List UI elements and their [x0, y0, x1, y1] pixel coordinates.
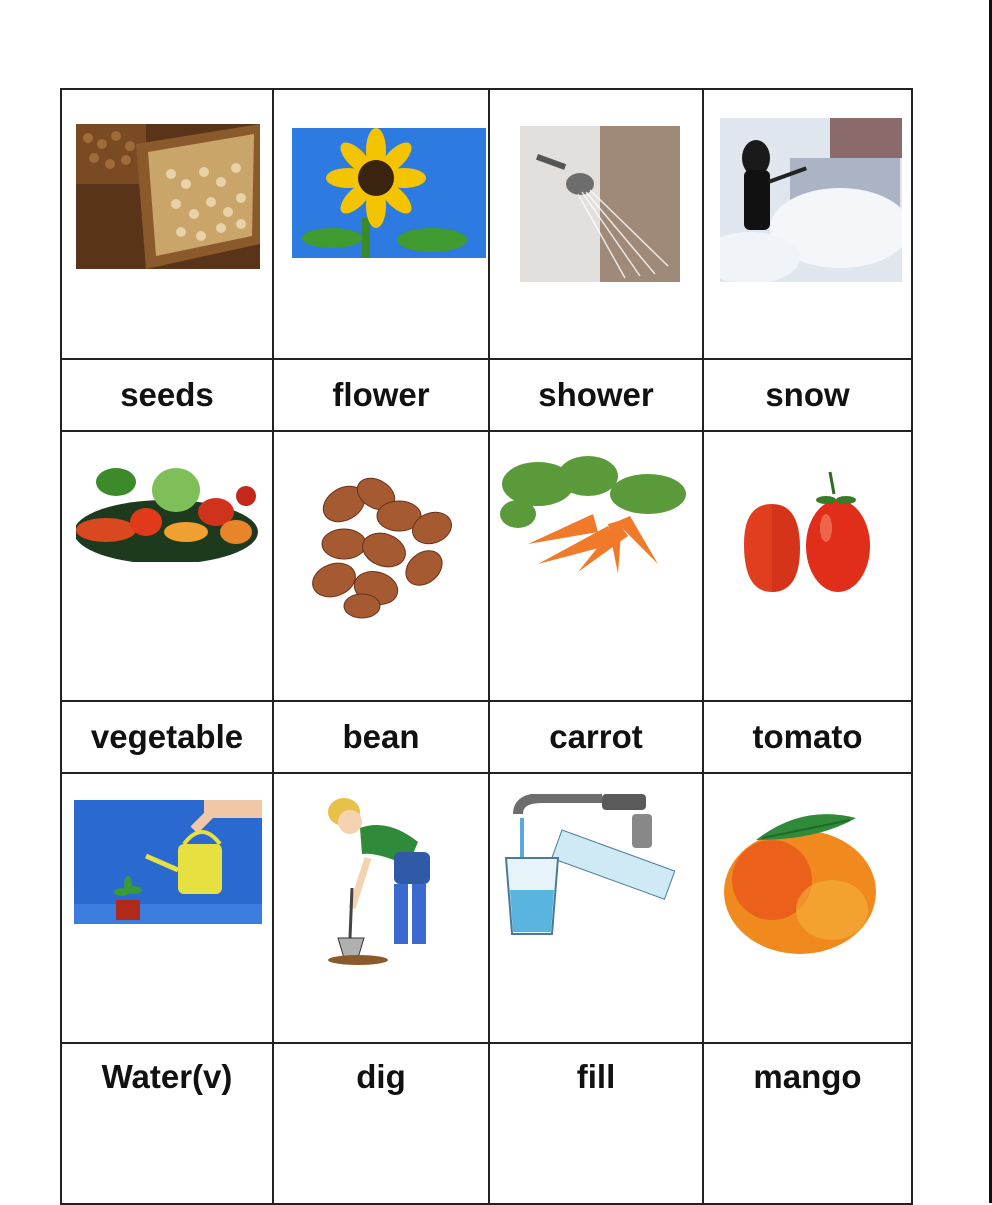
label-row-1 [61, 359, 912, 431]
label-row-3 [61, 1043, 912, 1204]
beans-picture [304, 468, 454, 620]
card-water-picture [61, 773, 273, 1043]
picture-row-3 [61, 773, 912, 1043]
boy-digging-picture [308, 788, 438, 966]
card-shower-picture [489, 89, 703, 359]
card-flower-picture [273, 89, 489, 359]
word-dig: dig [273, 1043, 489, 1204]
snow-picture [720, 118, 902, 282]
word-vegetable: vegetable [61, 701, 273, 773]
card-snow-picture [703, 89, 912, 359]
tomato-picture [734, 464, 874, 602]
word-shower: shower [489, 359, 703, 431]
sunflower-picture [292, 128, 486, 258]
word-carrot: carrot [489, 701, 703, 773]
picture-row-2 [61, 431, 912, 701]
card-dig-picture [273, 773, 489, 1043]
card-carrot-picture [489, 431, 703, 701]
card-mango-picture [703, 773, 912, 1043]
card-fill-picture [489, 773, 703, 1043]
flashcard-sheet [60, 88, 911, 1205]
word-bean: bean [273, 701, 489, 773]
tap-filling-glass-picture [502, 794, 682, 942]
card-bean-picture [273, 431, 489, 701]
picture-row-1 [61, 89, 912, 359]
word-water: Water(v) [61, 1043, 273, 1204]
card-vegetable-picture [61, 431, 273, 701]
watering-can-picture [74, 800, 262, 924]
word-snow: snow [703, 359, 912, 431]
label-row-2 [61, 701, 912, 773]
card-tomato-picture [703, 431, 912, 701]
shower-picture [520, 126, 680, 282]
word-seeds: seeds [61, 359, 273, 431]
vegetables-picture [76, 462, 258, 562]
card-seeds-picture [61, 89, 273, 359]
carrots-picture [498, 454, 690, 580]
word-tomato: tomato [703, 701, 912, 773]
word-fill: fill [489, 1043, 703, 1204]
word-flower: flower [273, 359, 489, 431]
seeds-picture [76, 124, 260, 269]
word-mango: mango [703, 1043, 912, 1204]
mango-picture [722, 800, 882, 956]
vocabulary-table [60, 88, 913, 1205]
